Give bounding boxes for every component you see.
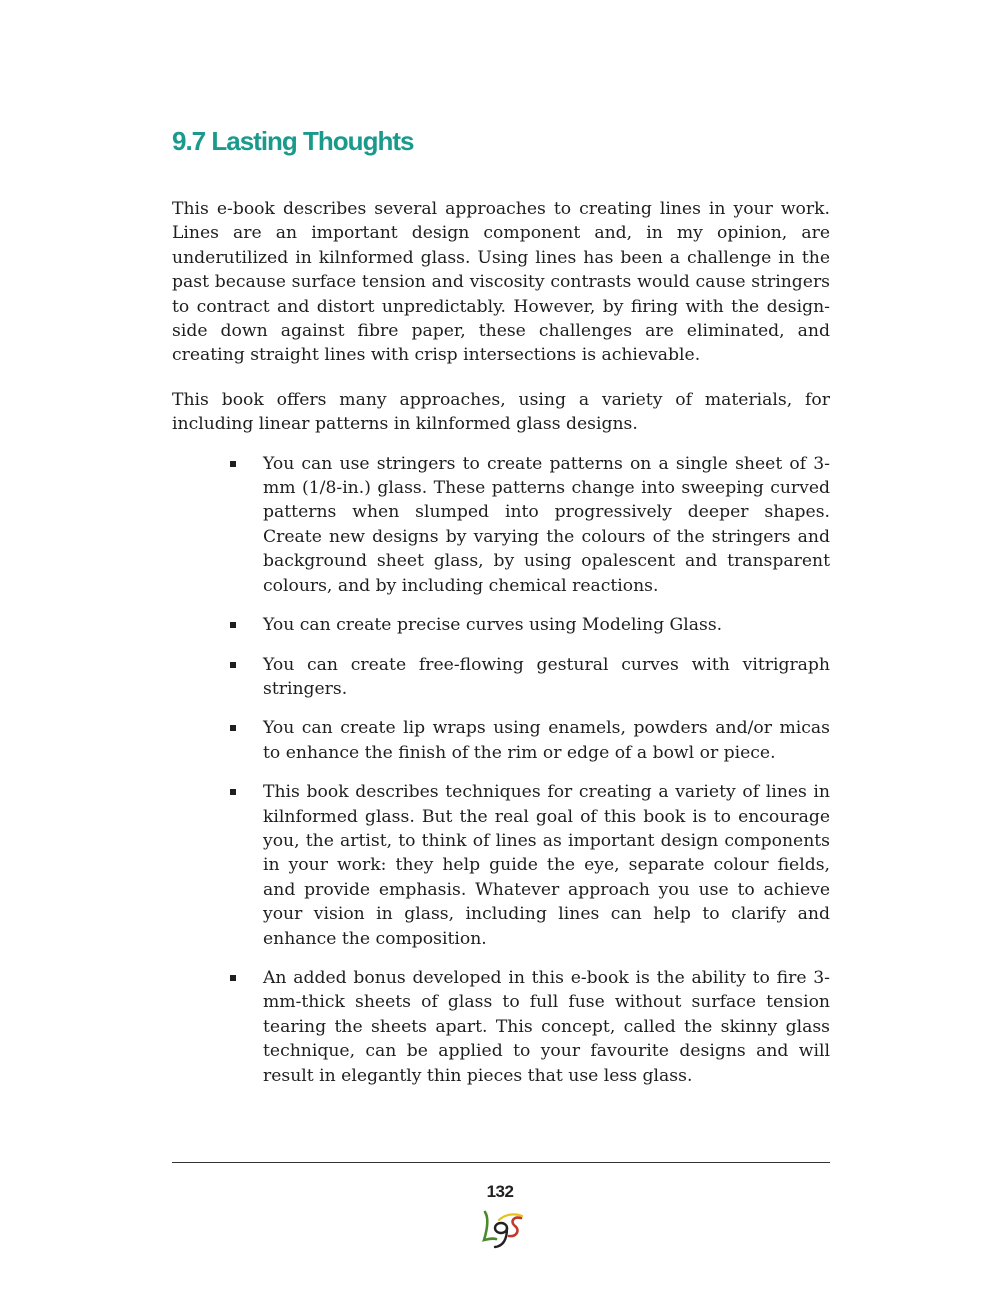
square-bullet-icon — [230, 975, 236, 981]
intro-paragraph: This e-book describes several approaches to creating lines in your work. Lines are an important design component and, in my opinion, are underutilized in kilnformed glass. Using lines has been a challenge in the past because surface tension and viscosity contrasts would cause stringers to contract and distort unpredictably. However, by firing with the design-side down against fibre paper, these challenges are eliminated, and creating straight lines with crisp intersections is achievable. — [172, 199, 830, 366]
list-item — [172, 653, 830, 702]
approaches-paragraph: This book offers many approaches, using a variety of materials, for including linear patterns in kilnformed glass designs. — [172, 389, 830, 435]
lgs-logo-icon — [479, 1208, 525, 1250]
body-text — [172, 197, 830, 1103]
approaches-list — [172, 452, 830, 1088]
square-bullet-icon — [230, 461, 236, 467]
list-item — [172, 966, 830, 1088]
square-bullet-icon — [230, 622, 236, 628]
square-bullet-icon — [230, 662, 236, 668]
list-item — [172, 613, 830, 637]
footer-divider — [172, 1162, 830, 1163]
list-item-text: This book describes techniques for creating a variety of lines in kilnformed glass. But the real goal of this book is to encourage you, the artist, to think of lines as important design components in your work: they help guide the eye, separate colour fields, and provide emphasis. Whatever approach you use to achieve your vision in glass, including lines can help to clarify and enhance the composition. — [263, 782, 830, 949]
list-item-text: You can create lip wraps using enamels, powders and/or micas to enhance the finish of the rim or edge of a bowl or piece. — [263, 718, 830, 763]
list-item-text: You can create precise curves using Modeling Glass. — [263, 615, 723, 636]
section-heading: 9.7 Lasting Thoughts — [172, 126, 414, 156]
list-item — [172, 780, 830, 951]
list-item-text: You can create free-flowing gestural curves with vitrigraph stringers. — [263, 654, 830, 699]
square-bullet-icon — [230, 725, 236, 731]
list-item-text: An added bonus developed in this e-book is the ability to fire 3-mm-thick sheets of glass to full fuse without surface tension tearing the sheets apart. This concept, called the skinny glass technique, can be applied to your favourite designs and will result in elegantly thin pieces that use less glass. — [263, 967, 830, 1086]
square-bullet-icon — [230, 789, 236, 795]
list-item-text: You can use stringers to create patterns on a single sheet of 3-mm (1/8-in.) glass. These patterns change into sweeping curved patterns when slumped into progressively deeper shapes. Create new designs by varying the colours of the stringers and background sheet glass, by using opalescent and transparent colours, and by including chemical reactions. — [263, 453, 830, 596]
list-item — [172, 716, 830, 765]
list-item — [172, 452, 830, 598]
page-number: 132 — [486, 1182, 514, 1201]
